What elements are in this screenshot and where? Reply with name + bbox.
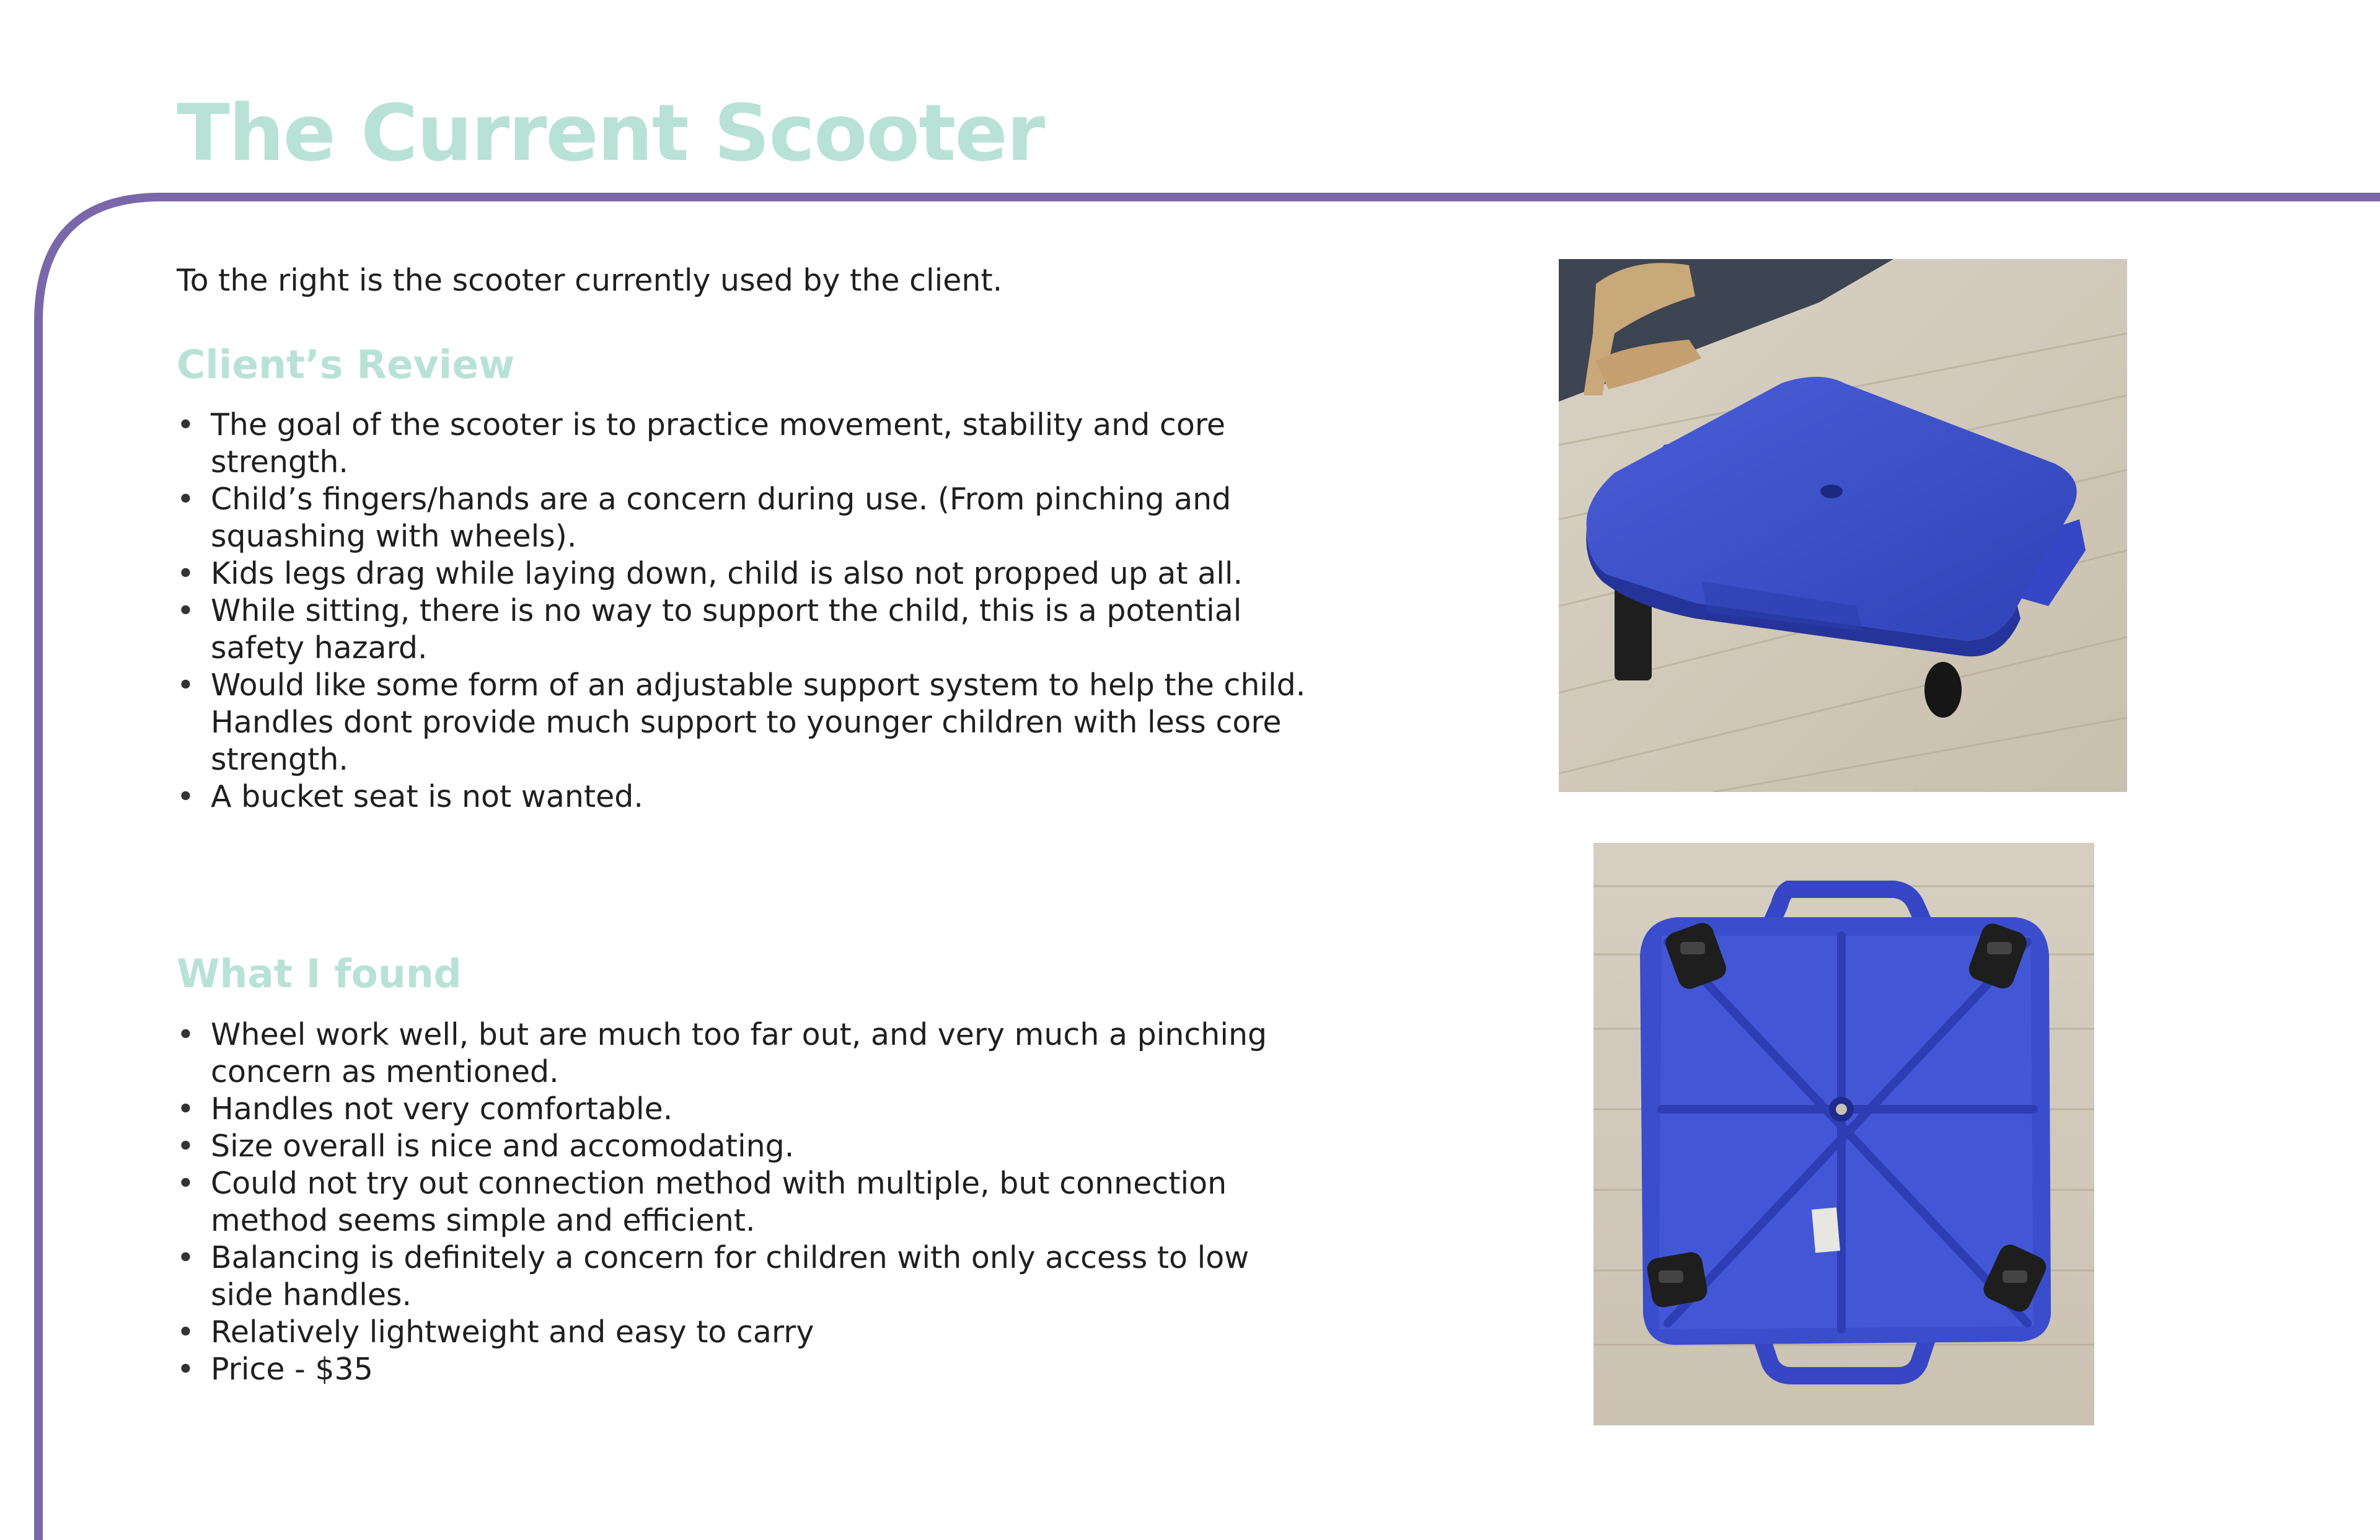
list-item-text: Handles not very comfortable. — [211, 1091, 673, 1127]
list-item — [177, 1091, 1311, 1128]
client-review-heading: Client’s Review — [177, 342, 515, 387]
list-item-text: Relatively lightweight and easy to carry — [211, 1314, 814, 1350]
list-item — [177, 555, 1311, 592]
list-item — [177, 1016, 1311, 1091]
bullet-marker: • — [177, 1352, 195, 1387]
list-item — [177, 1351, 1311, 1388]
bullet-marker: • — [177, 667, 195, 703]
bullet-marker: • — [177, 1129, 195, 1164]
list-item — [177, 778, 1311, 816]
scooter-underside-photo — [1593, 843, 2094, 1425]
list-item — [177, 481, 1311, 555]
bullet-marker: • — [177, 779, 195, 814]
bullet-marker: • — [177, 482, 195, 517]
list-item-text: A bucket seat is not wanted. — [211, 779, 643, 814]
list-item-text: The goal of the scooter is to practice movement, stability and core strength. — [211, 407, 1226, 480]
page-title: The Current Scooter — [177, 87, 1044, 178]
list-item — [177, 1239, 1311, 1314]
bullet-marker: • — [177, 1240, 195, 1275]
list-item-text: Kids legs drag while laying down, child is also not propped up at all. — [211, 556, 1243, 591]
list-item-text: Price - $35 — [211, 1352, 373, 1387]
client-review-list — [177, 407, 1311, 816]
bullet-marker: • — [177, 556, 195, 591]
bullet-marker: • — [177, 1314, 195, 1350]
list-item-text: While sitting, there is no way to support the child, this is a potential safety hazard. — [211, 593, 1242, 666]
list-item-text: Child’s fingers/hands are a concern during use. (From pinching and squashing with wheels). — [211, 482, 1232, 554]
list-item-text: Would like some form of an adjustable support system to help the child. Handles dont provide much support to younger children with less core strength. — [211, 667, 1306, 777]
scooter-top-photo — [1559, 259, 2127, 792]
list-item-text: Size overall is nice and accomodating. — [211, 1129, 795, 1164]
bullet-marker: • — [177, 1166, 195, 1201]
list-item — [177, 1314, 1311, 1351]
list-item-text: Wheel work well, but are much too far out, and very much a pinching concern as mentioned. — [211, 1017, 1267, 1089]
list-item — [177, 407, 1311, 481]
bullet-marker: • — [177, 593, 195, 628]
what-i-found-heading: What I found — [177, 951, 462, 997]
list-item — [177, 1128, 1311, 1165]
list-item — [177, 1165, 1311, 1239]
bullet-marker: • — [177, 1017, 195, 1052]
list-item — [177, 592, 1311, 667]
intro-text: To the right is the scooter currently used by the client. — [177, 263, 1003, 298]
list-item-text: Could not try out connection method with multiple, but connection method seems simple and efficient. — [211, 1166, 1227, 1238]
bullet-marker: • — [177, 1091, 195, 1127]
list-item-text: Balancing is definitely a concern for children with only access to low side handles. — [211, 1240, 1250, 1313]
list-item — [177, 667, 1311, 778]
what-i-found-list — [177, 1016, 1311, 1388]
bullet-marker: • — [177, 407, 195, 442]
